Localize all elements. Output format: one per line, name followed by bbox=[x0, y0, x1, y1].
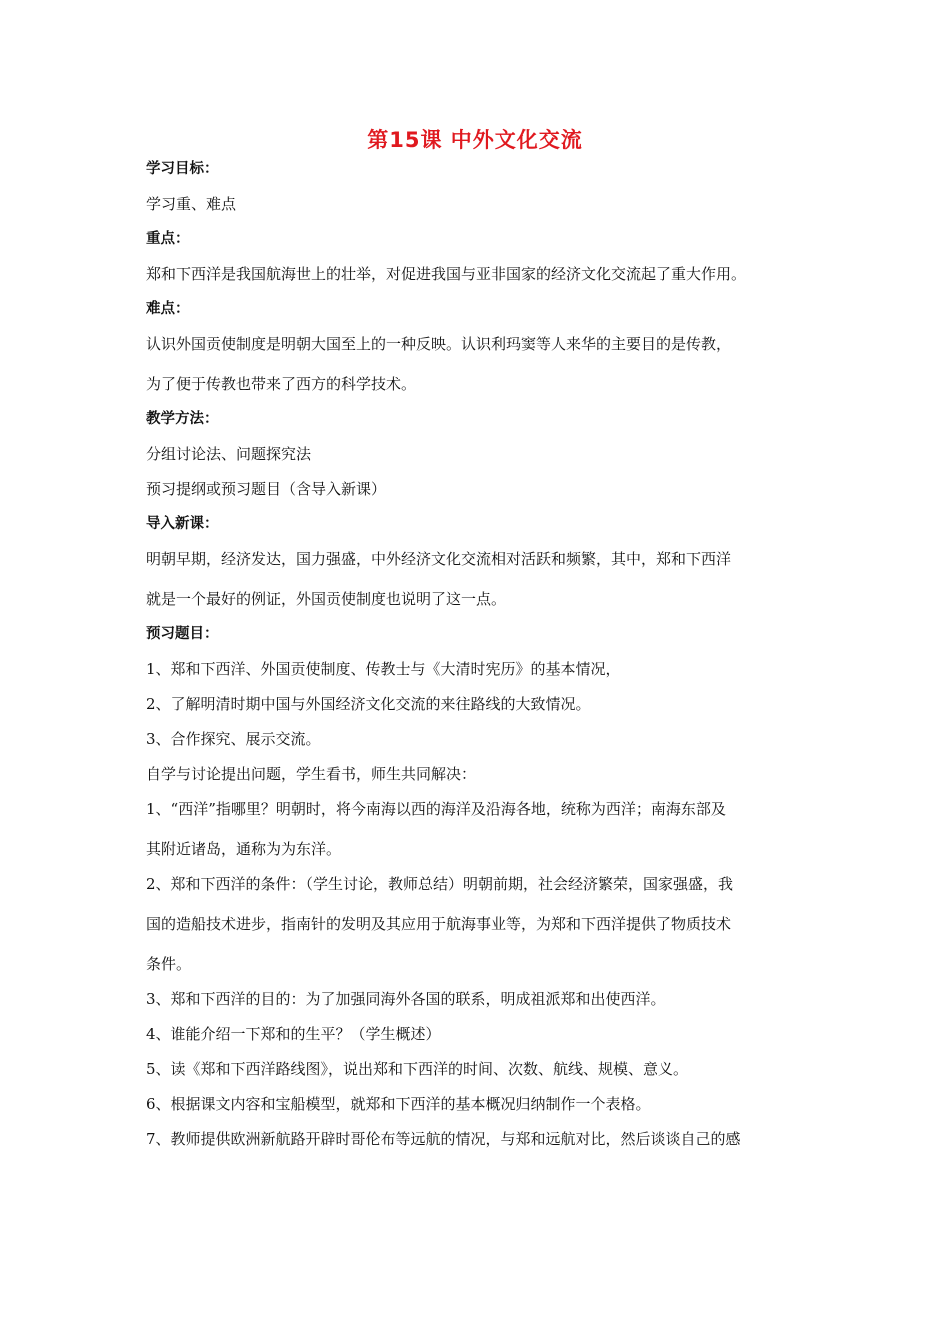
list-item: 1、“西洋”指哪里？明朝时，将今南海以西的海洋及沿海各地，统称为西洋；南海东部及 bbox=[146, 800, 726, 818]
paragraph-line: 就是一个最好的例证，外国贡使制度也说明了这一点。 bbox=[146, 590, 507, 608]
list-item: 1、郑和下西洋、外国贡使制度、传教士与《大清时宪历》的基本情况， bbox=[146, 660, 621, 678]
heading-difficult-points: 难点： bbox=[146, 301, 190, 317]
document-body bbox=[146, 160, 814, 1148]
list-item: 2、了解明清时期中国与外国经济文化交流的来往路线的大致情况。 bbox=[146, 695, 591, 713]
paragraph-line: 郑和下西洋是我国航海世上的壮举，对促进我国与亚非国家的经济文化交流起了重大作用。 bbox=[146, 265, 747, 283]
page-title: 第15课 中外文化交流 bbox=[367, 128, 583, 152]
list-item: 3、郑和下西洋的目的：为了加强同海外各国的联系，明成祖派郑和出使西洋。 bbox=[146, 990, 666, 1008]
list-item: 2、郑和下西洋的条件：（学生讨论，教师总结）明朝前期，社会经济繁荣，国家强盛，我 bbox=[146, 875, 734, 893]
list-item-continuation: 条件。 bbox=[146, 955, 192, 973]
heading-learning-goals: 学习目标： bbox=[146, 161, 219, 177]
list-item-continuation: 其附近诸岛，通称为为东洋。 bbox=[146, 840, 342, 858]
paragraph-line: 分组讨论法、问题探究法 bbox=[146, 445, 312, 463]
heading-teaching-methods: 教学方法： bbox=[146, 411, 219, 427]
paragraph-line: 为了便于传教也带来了西方的科学技术。 bbox=[146, 375, 417, 393]
list-item: 6、根据课文内容和宝船模型，就郑和下西洋的基本概况归纳制作一个表格。 bbox=[146, 1095, 651, 1113]
list-item: 7、教师提供欧洲新航路开辟时哥伦布等远航的情况，与郑和远航对比，然后谈谈自己的感 bbox=[146, 1130, 741, 1148]
paragraph-line: 明朝早期，经济发达，国力强盛，中外经济文化交流相对活跃和频繁，其中，郑和下西洋 bbox=[146, 550, 732, 568]
list-item: 3、合作探究、展示交流。 bbox=[146, 730, 321, 748]
paragraph-line: 学习重、难点 bbox=[146, 195, 237, 213]
list-item-continuation: 国的造船技术进步，指南针的发明及其应用于航海事业等，为郑和下西洋提供了物质技术 bbox=[146, 915, 732, 933]
heading-preview-questions: 预习题目： bbox=[146, 626, 219, 642]
paragraph-line: 认识外国贡使制度是明朝大国至上的一种反映。认识利玛窦等人来华的主要目的是传教， bbox=[146, 335, 732, 353]
list-item: 4、谁能介绍一下郑和的生平？（学生概述） bbox=[146, 1025, 441, 1043]
heading-key-points: 重点： bbox=[146, 231, 190, 247]
paragraph-line: 自学与讨论提出问题，学生看书，师生共同解决： bbox=[146, 765, 477, 783]
list-item: 5、读《郑和下西洋路线图》，说出郑和下西洋的时间、次数、航线、规模、意义。 bbox=[146, 1060, 689, 1078]
heading-lesson-intro: 导入新课： bbox=[146, 516, 219, 532]
paragraph-line: 预习提纲或预习题目（含导入新课） bbox=[146, 480, 387, 498]
